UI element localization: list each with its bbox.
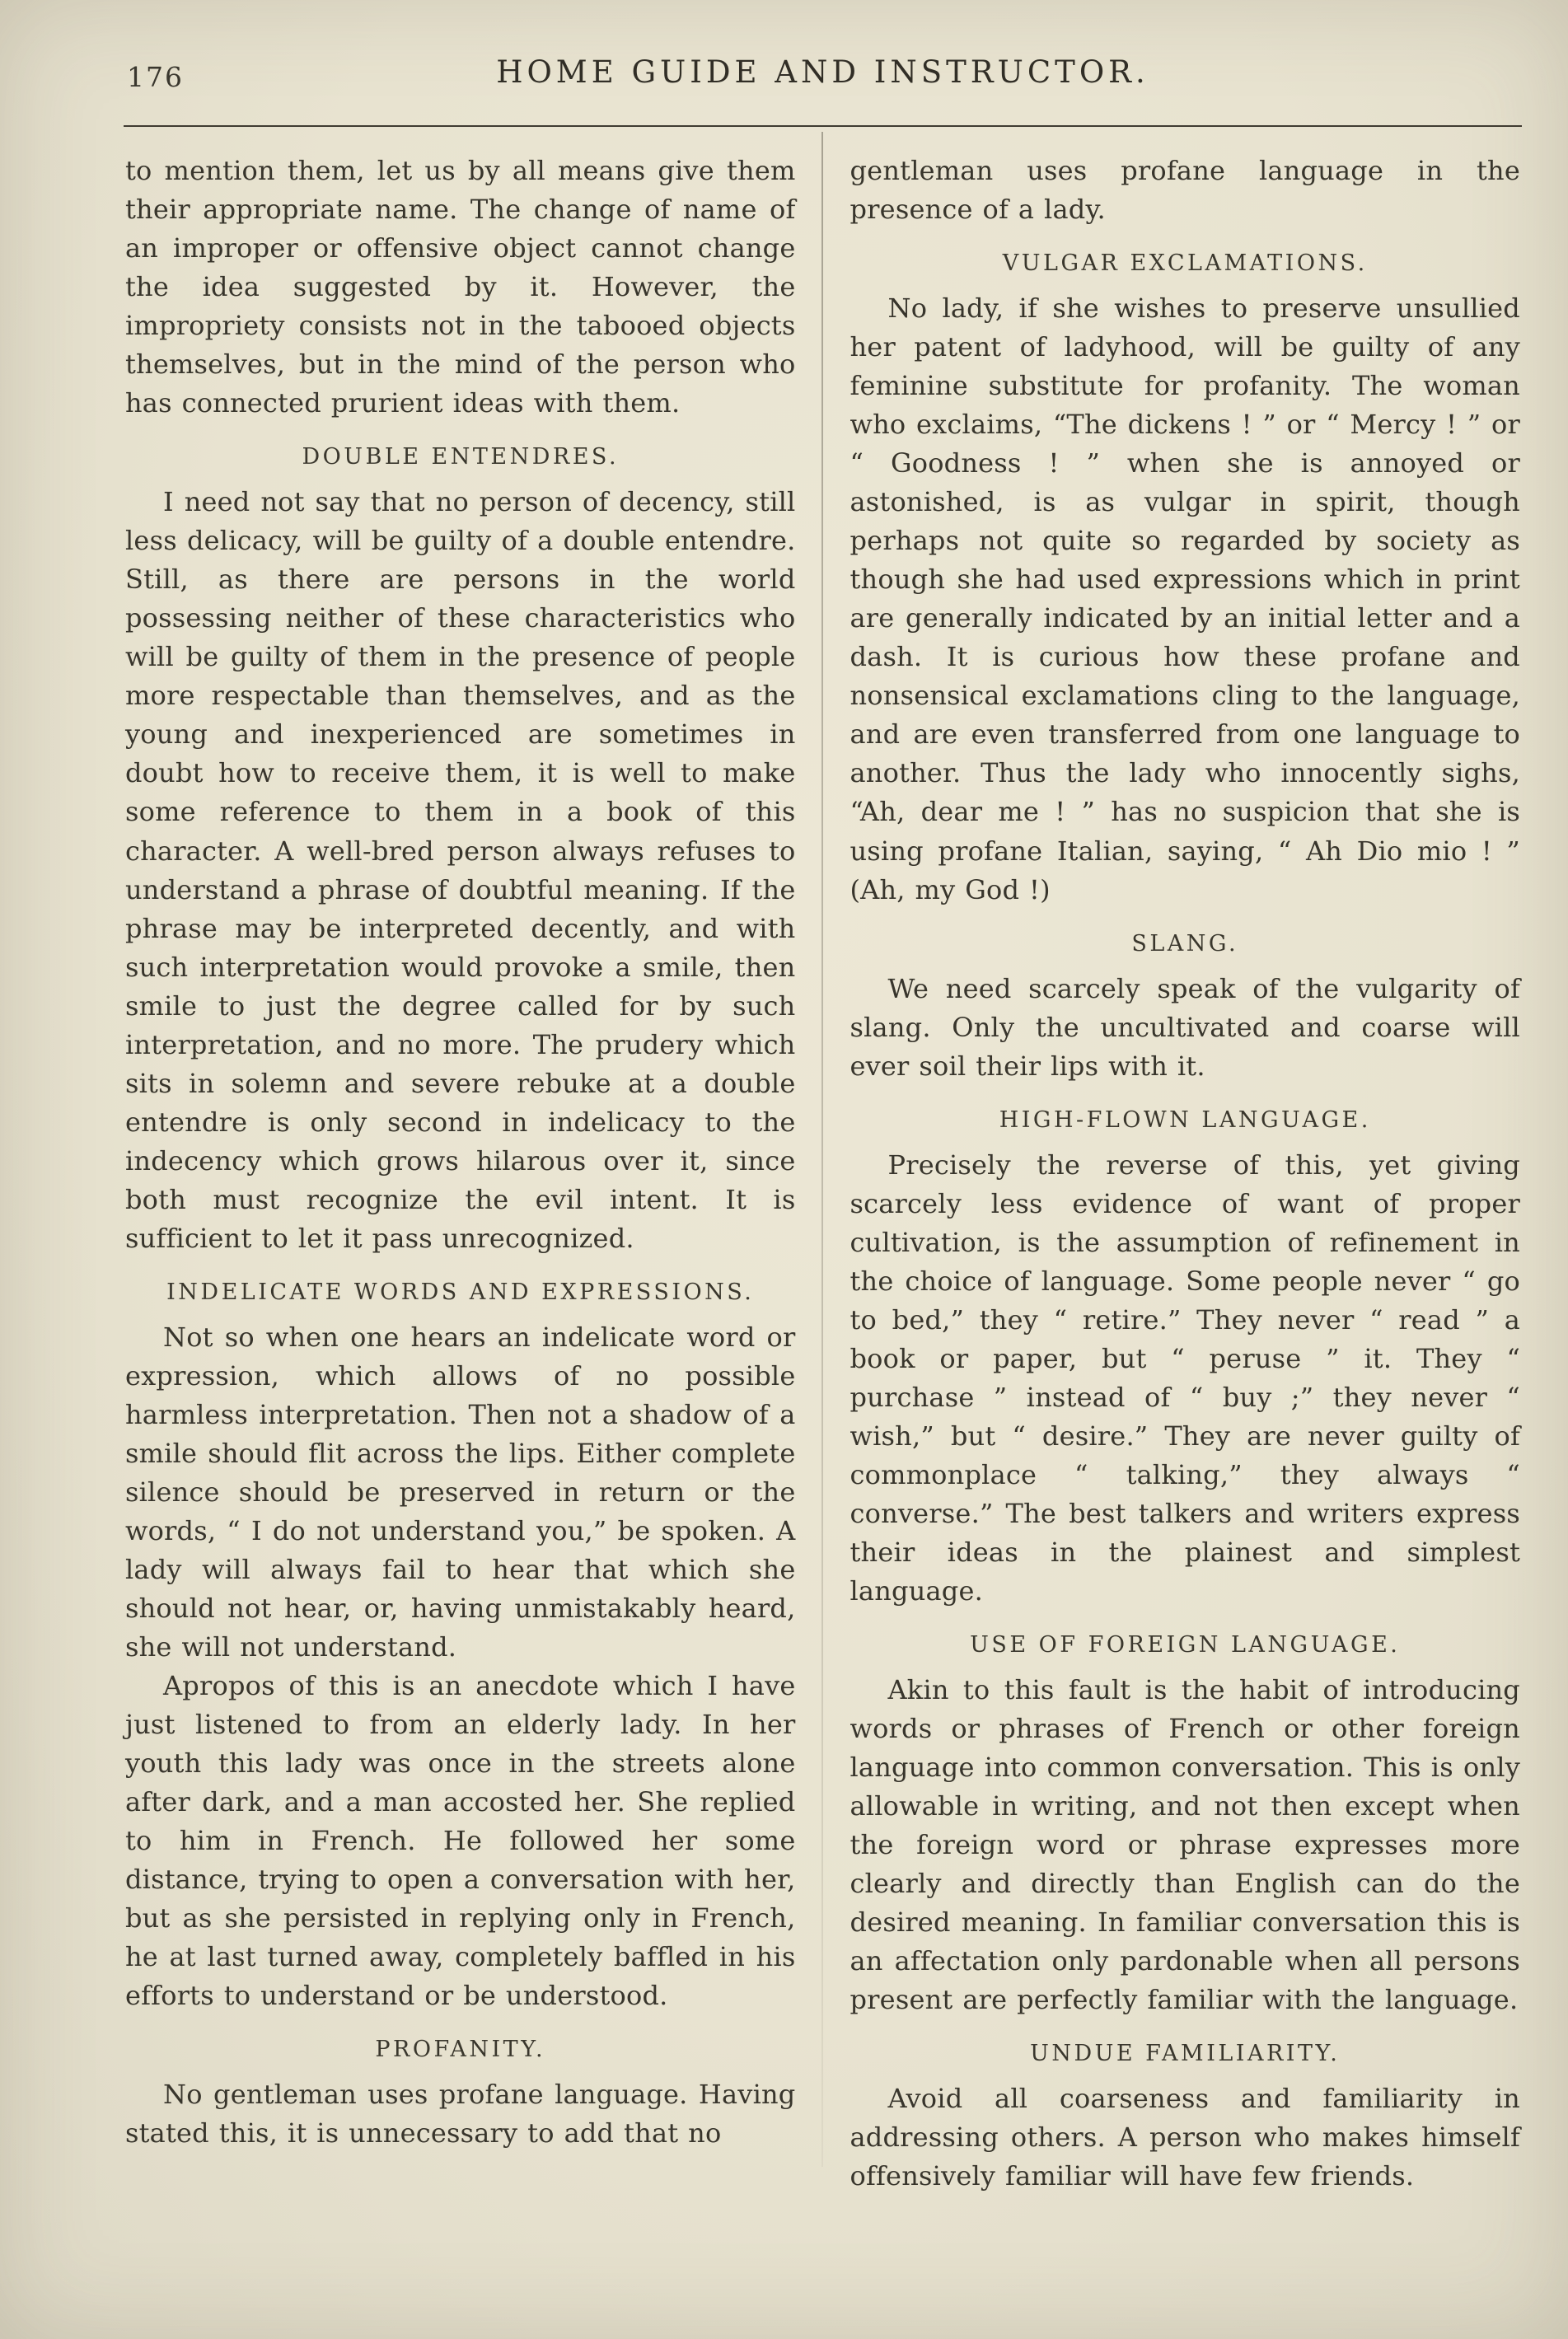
paragraph: Apropos of this is an anecdote which I have just listened to from an elderly lady. In her youth this lady was once in the streets alone after dark, and a man accosted her. She replied to him in French. He followed her some distance, trying to open a conversation with her, but as she persisted in replying only in French, he at last turned away, completely baffled in his efforts to understand or be understood. xyxy=(125,1670,796,2012)
page-header xyxy=(125,54,1520,101)
text-columns xyxy=(125,152,1520,2196)
paragraph: Akin to this fault is the habit of introducing words or phrases of French or other foreign language into common conversation. This is only allowable in writing, and not then except when the foreign word or phrase expresses more clearly and directly than English can do the desired meaning. In familiar conversation this is an affectation only pardonable when all persons present are perfectly familiar with the language. xyxy=(850,1674,1520,2016)
heading-profanity: PROFANITY. xyxy=(375,2037,546,2063)
paragraph: Precisely the reverse of this, yet giving scarcely less evidence of want of proper cultivation, is the assumption of refinement in the choice of language. Some people never “ go to bed,” they “ retire.” They never “ read ” a book or paper, but “ peruse ” it. They “ purchase ” instead of “ buy ;” they never “ wish,” but “ desire.” They are never guilty of commonplace “ talking,” they always “ converse.” The best talkers and writers express their ideas in the plainest and simplest language. xyxy=(850,1148,1520,1607)
paragraph: Not so when one hears an indelicate word or expression, which allows of no possible harmless interpretation. Then not a shadow of a smile should flit across the lips. Either complete silence should be preserved in return or the words, “ I do not understand you,” be spoken. A lady will always fail to hear that which she should not hear, or, having unmistakably heard, she will not understand. xyxy=(125,1321,796,1663)
paragraph: We need scarcely speak of the vulgarity of slang. Only the uncultivated and coarse will ever soil their lips with it. xyxy=(850,972,1520,1082)
heading-indelicate-words: INDELICATE WORDS AND EXPRESSIONS. xyxy=(166,1279,755,1305)
heading-high-flown-language: HIGH-FLOWN LANGUAGE. xyxy=(999,1106,1371,1133)
heading-use-of-foreign-language: USE OF FOREIGN LANGUAGE. xyxy=(970,1632,1401,1658)
heading-double-entendres: DOUBLE ENTENDRES. xyxy=(302,444,620,470)
right-column xyxy=(850,152,1521,2196)
paragraph: I need not say that no person of decency, still less delicacy, will be guilty of a double entendre. Still, as there are persons in the world possessing neither of these characteristics who will be guilty of them in the presence of people more respectable than themselves, and as the young and inexperienced are sometimes in doubt how to receive them, it is well to make some reference to them in a book of this character. A well-bred person always refuses to understand a phrase of doubtful meaning. If the phrase may be interpreted decently, and with such interpretation would provoke a smile, then smile to just the degree called for by such interpretation, and no more. The prudery which sits in solemn and severe rebuke at a double entendre is only second in indelicacy to the indecency which grows hilarous over it, since both must recognize the evil intent. It is sufficient to let it pass unrecognized. xyxy=(125,486,796,1254)
paragraph: Avoid all coarseness and familiarity in addressing others. A person who makes himself offensively familiar will have few friends. xyxy=(850,2083,1520,2192)
paragraph: No gentleman uses profane language. Having stated this, it is unnecessary to add that no xyxy=(125,2079,796,2150)
paragraph-continuation: to mention them, let us by all means give them their appropriate name. The change of name of an improper or offensive object cannot change the idea suggested by it. However, the impropriety consists not in the tabooed objects themselves, but in the mind of the person who has connected prurient ideas with them. xyxy=(125,155,796,419)
page-title: HOME GUIDE AND INSTRUCTOR. xyxy=(496,54,1149,90)
page-number: 176 xyxy=(127,61,184,93)
left-column xyxy=(125,152,796,2196)
heading-undue-familiarity: UNDUE FAMILIARITY. xyxy=(1030,2041,1341,2067)
heading-vulgar-exclamations: VULGAR EXCLAMATIONS. xyxy=(1002,250,1368,277)
paragraph-continuation: gentleman uses profane language in the presence of a lady. xyxy=(850,155,1520,226)
heading-slang: SLANG. xyxy=(1131,930,1239,957)
header-rule xyxy=(124,125,1522,127)
paragraph: No lady, if she wishes to preserve unsullied her patent of ladyhood, will be guilty of any feminine substitute for profanity. The woman who exclaims, “The dickens ! ” or “ Mercy ! ” or “ Goodness ! ” when she is annoyed or astonished, is as vulgar in spirit, though perhaps not quite so regarded by society as though she had used expressions which in print are generally indicated by an initial letter and a dash. It is curious how these profane and nonsensical exclamations cling to the language, and are even transferred from one language to another. Thus the lady who innocently sighs, “Ah, dear me ! ” has no suspicion that she is using profane Italian, saying, “ Ah Dio mio ! ” (Ah, my God !) xyxy=(850,292,1520,905)
